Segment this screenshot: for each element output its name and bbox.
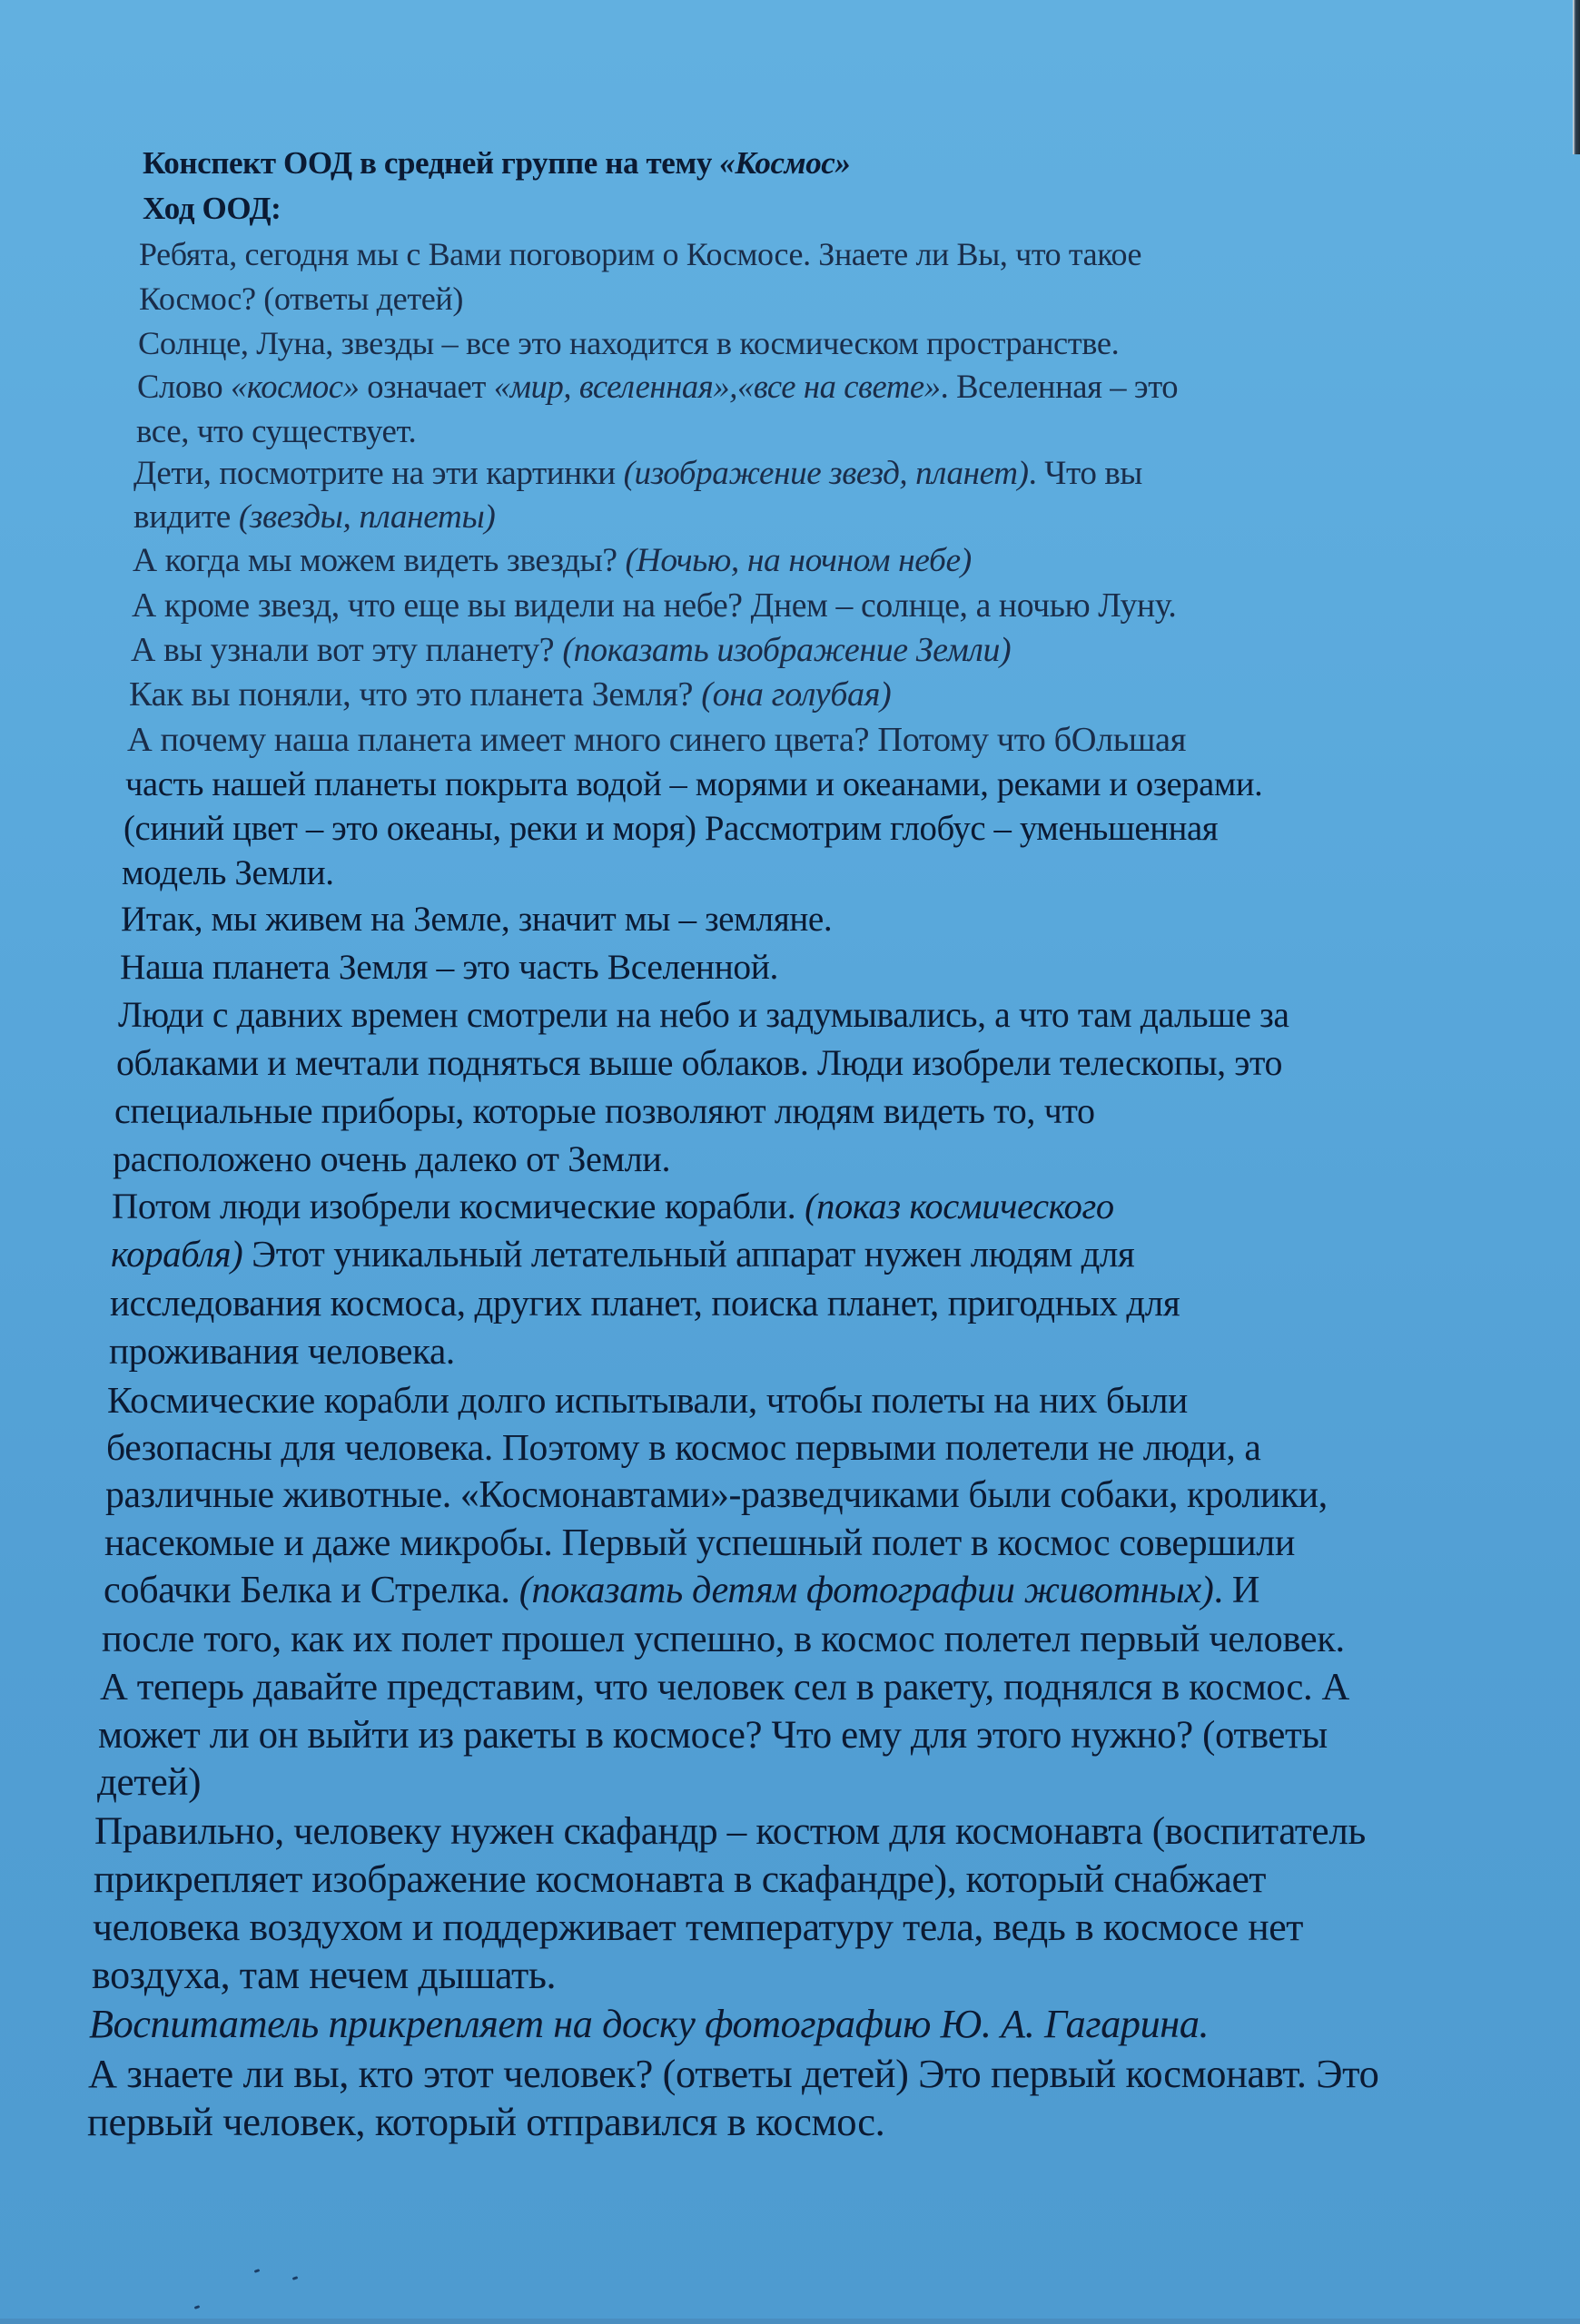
text-segment: облаками и мечтали подняться выше облаков. Люди изобрели телескопы, это — [116, 1042, 1283, 1083]
italic-annotation: (показ космического — [805, 1186, 1114, 1226]
text-line — [104, 1521, 1295, 1565]
title-topic: «Космос» — [719, 145, 851, 181]
text-segment: Потом люди изобрели космические корабли. — [112, 1186, 805, 1226]
text-line — [133, 496, 495, 539]
text-line — [94, 1857, 1266, 1901]
text-segment: Солнце, Луна, звезды – все это находится в космическом пространстве. — [138, 325, 1120, 361]
text-segment: исследования космоса, других планет, поиска планет, пригодных для — [110, 1282, 1180, 1324]
text-line — [133, 539, 972, 583]
text-line — [109, 1329, 455, 1373]
text-line — [123, 807, 1218, 851]
text-line — [116, 1041, 1282, 1085]
text-segment: Дети, посмотрите на эти картинки — [133, 455, 624, 492]
text-segment: специальные приборы, которые позволяют людям видеть то, что — [114, 1090, 1095, 1131]
document-subtitle: Ход ООД: — [143, 191, 281, 226]
text-segment: прикрепляет изображение космонавта в скафандре), который снабжает — [94, 1857, 1267, 1901]
text-segment: Этот уникальный летательный аппарат нужен людям для — [242, 1234, 1135, 1275]
italic-annotation: (показать изображение Земли) — [562, 631, 1012, 669]
italic-annotation: «космос» — [231, 368, 360, 405]
text-segment: проживания человека. — [109, 1330, 455, 1372]
text-line — [137, 365, 1178, 409]
text-segment: А вы узнали вот эту планету? — [131, 631, 563, 669]
italic-annotation: (Ночью, на ночном небе) — [625, 542, 972, 579]
text-line — [87, 2100, 884, 2143]
text-line — [122, 852, 334, 895]
text-line — [127, 718, 1186, 762]
text-segment: А почему наша планета имеет много синего цвета? Потому что бОльшая — [127, 721, 1186, 759]
document-title — [143, 142, 851, 185]
text-segment: воздуха, там нечем дышать. — [92, 1953, 557, 1997]
text-segment: видите — [133, 498, 239, 536]
text-segment: модель Земли. — [122, 853, 334, 892]
text-line — [136, 409, 416, 453]
text-segment: Ребята, сегодня мы с Вами поговорим о Космосе. Знаете ли Вы, что такое — [139, 236, 1142, 272]
text-line — [97, 1761, 201, 1805]
text-segment: человека воздухом и поддерживает температуру тела, ведь в космосе нет — [93, 1905, 1304, 1949]
text-line — [133, 452, 1142, 496]
text-line — [118, 993, 1289, 1037]
text-line — [111, 1233, 1134, 1276]
text-line — [89, 2003, 1209, 2046]
title-prefix: Конспект ООД в средней группе на тему — [143, 145, 720, 181]
text-line — [106, 1425, 1260, 1469]
text-segment: означает — [359, 368, 494, 405]
text-segment: Люди с давних времен смотрели на небо и задумывались, а что там дальше за — [118, 995, 1289, 1035]
text-line — [94, 1809, 1366, 1853]
text-segment: Слово — [137, 368, 231, 405]
italic-annotation: «мир, вселенная»,«все на свете» — [493, 368, 941, 405]
text-segment: Космос? (ответы детей) — [139, 281, 464, 317]
text-segment: первый человек, который отправился в космос. — [87, 2099, 885, 2144]
italic-annotation: Воспитатель прикрепляет на доску фотографию Ю. А. Гагарина. — [89, 2002, 1210, 2046]
text-line — [129, 673, 891, 716]
text-line — [107, 1378, 1188, 1422]
text-line — [132, 584, 1176, 627]
text-line — [125, 763, 1262, 806]
text-segment: Наша планета Земля – это часть Вселенной. — [120, 947, 778, 987]
text-line — [104, 1569, 1259, 1612]
text-line — [92, 1954, 556, 1997]
text-segment: Космические корабли долго испытывали, чтобы полеты на них были — [107, 1379, 1188, 1421]
text-segment: Как вы поняли, что это планета Земля? — [129, 675, 702, 714]
text-line — [121, 898, 832, 941]
text-segment: безопасны для человека. Поэтому в космос первыми полетели не люди, а — [106, 1426, 1261, 1468]
text-line — [88, 2052, 1378, 2095]
text-segment: может ли он выйти из ракеты в космосе? Что ему для этого нужно? (ответы — [98, 1714, 1328, 1757]
text-segment: детей) — [97, 1761, 202, 1804]
italic-annotation: (показать детям фотографии животных) — [518, 1569, 1214, 1611]
text-segment: . Вселенная – это — [940, 368, 1179, 405]
text-line — [93, 1905, 1303, 1949]
text-line — [112, 1185, 1114, 1228]
text-line — [131, 628, 1011, 672]
text-segment: Правильно, человеку нужен скафандр – костюм для космонавта (воспитатель — [94, 1809, 1366, 1853]
text-segment: часть нашей планеты покрыта водой – морями и океанами, реками и озерами. — [125, 765, 1263, 803]
text-segment: Итак, мы живем на Земле, значит мы – земляне. — [121, 900, 833, 939]
text-line — [110, 1281, 1180, 1324]
text-line — [105, 1473, 1328, 1517]
text-segment: . И — [1213, 1569, 1259, 1611]
text-line — [102, 1618, 1345, 1661]
text-line — [139, 277, 463, 320]
text-line — [120, 945, 778, 989]
text-segment: различные животные. «Космонавтами»-разведчиками были собаки, кролики, — [105, 1474, 1328, 1516]
text-segment: А знаете ли вы, кто этот человек? (ответы детей) Это первый космонавт. Это — [88, 2051, 1379, 2096]
text-line — [138, 321, 1119, 365]
text-segment: собачки Белка и Стрелка. — [104, 1569, 519, 1611]
text-line — [114, 1089, 1095, 1133]
text-line — [139, 232, 1141, 276]
italic-annotation: (она голубая) — [701, 675, 892, 714]
text-segment: расположено очень далеко от Земли. — [113, 1138, 671, 1179]
text-segment: . Что вы — [1028, 455, 1142, 492]
text-line — [100, 1666, 1349, 1709]
italic-annotation: (изображение звезд, планет) — [623, 455, 1029, 492]
text-segment: (синий цвет – это океаны, реки и моря) Рассмотрим глобус – уменьшенная — [123, 809, 1219, 848]
text-segment: А когда мы можем видеть звезды? — [133, 542, 626, 579]
italic-annotation: (звезды, планеты) — [238, 498, 496, 536]
text-segment: после того, как их полет прошел успешно, в космос полетел первый человек. — [102, 1618, 1345, 1660]
text-line — [113, 1137, 670, 1181]
text-line — [98, 1714, 1328, 1758]
text-segment: все, что существует. — [136, 412, 417, 449]
text-segment: А теперь давайте представим, что человек сел в ракету, поднялся в космос. А — [100, 1666, 1349, 1709]
text-segment: насекомые и даже микробы. Первый успешный полет в космос совершили — [104, 1522, 1295, 1564]
text-segment: А кроме звезд, что еще вы видели на небе? Днем – солнце, а ночью Луну. — [132, 586, 1177, 625]
italic-annotation: корабля) — [111, 1234, 243, 1275]
